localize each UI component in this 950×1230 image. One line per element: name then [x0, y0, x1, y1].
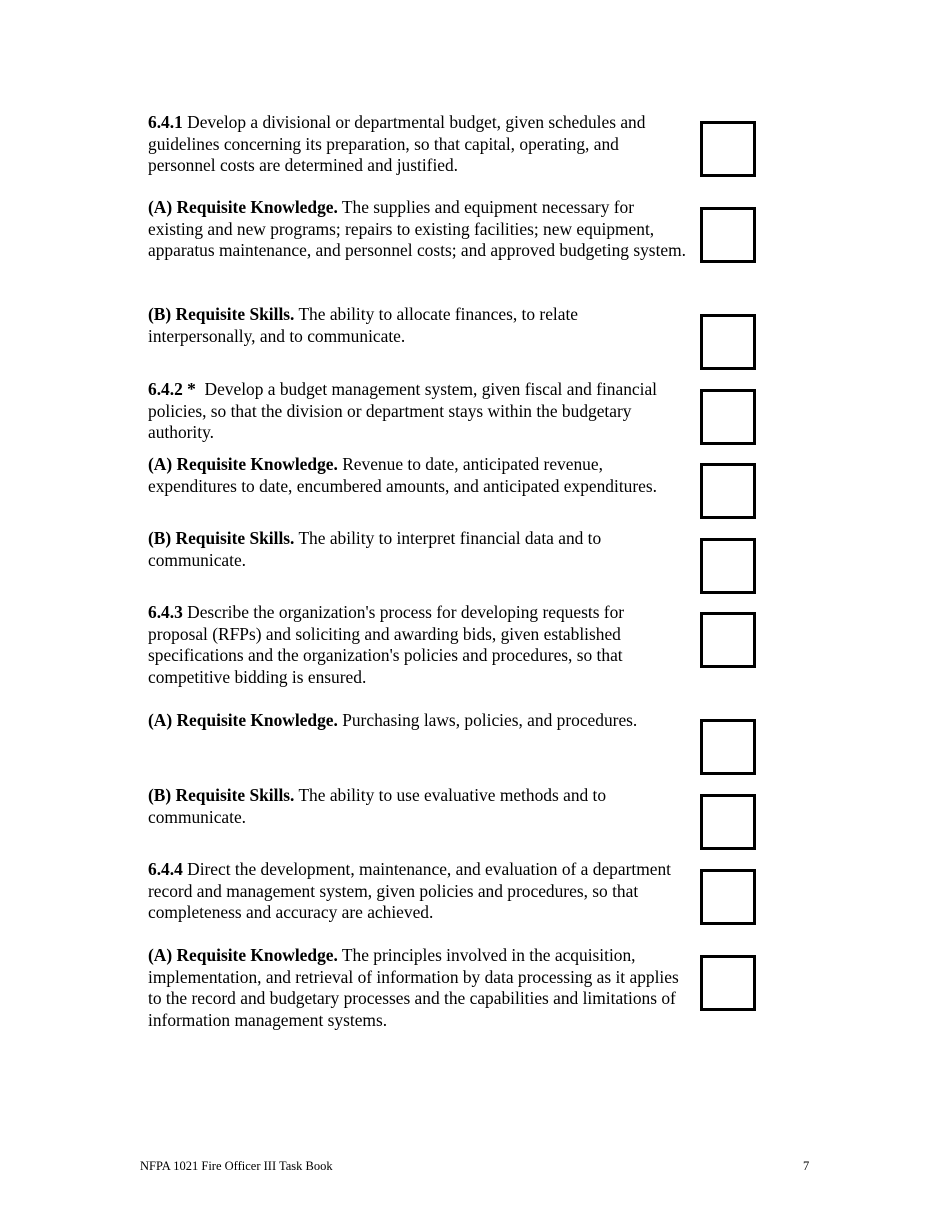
section-label: (B) Requisite Skills.: [148, 785, 295, 805]
task-text: Direct the development, maintenance, and evaluation of a department record and management system, given policies and procedures, so that completeness and accuracy are achieved.: [148, 859, 671, 922]
task-text: Describe the organization's process for developing requests for proposal (RFPs) and soliciting and awarding bids, given established specifications and the organization's policies and procedures, so that competitive bidding is ensured.: [148, 602, 625, 687]
task-text: Develop a divisional or departmental budget, given schedules and guidelines concerning its preparation, so that capital, operating, and personnel costs are determined and justified.: [148, 112, 646, 175]
section-text: Revenue to date, anticipated revenue, expenditures to date, encumbered amounts, and anticipated expenditures.: [148, 454, 657, 496]
checkbox-6-4-1-skills[interactable]: [700, 314, 756, 370]
checkbox-6-4-2-skills[interactable]: [700, 538, 756, 594]
task-6-4-1-knowledge: [148, 197, 688, 262]
checkbox-6-4-3-skills[interactable]: [700, 794, 756, 850]
task-6-4-2-skills: [148, 528, 688, 571]
section-label: (B) Requisite Skills.: [148, 304, 295, 324]
checkbox-6-4-3[interactable]: [700, 612, 756, 668]
section-label: (A) Requisite Knowledge.: [148, 945, 338, 965]
task-6-4-3-skills: [148, 785, 688, 828]
task-text: Develop a budget management system, given fiscal and financial policies, so that the division or department stays within the budgetary authority.: [148, 379, 662, 442]
section-label: (B) Requisite Skills.: [148, 528, 295, 548]
task-number: 6.4.2 *: [148, 379, 196, 399]
checkbox-6-4-3-knowledge[interactable]: [700, 719, 756, 775]
section-text: The ability to allocate finances, to relate interpersonally, and to communicate.: [148, 304, 579, 346]
section-label: (A) Requisite Knowledge.: [148, 197, 338, 217]
task-number: 6.4.1: [148, 112, 183, 132]
task-6-4-4: [148, 859, 688, 924]
section-text: The ability to interpret financial data and to communicate.: [148, 528, 602, 570]
checkbox-6-4-1[interactable]: [700, 121, 756, 177]
task-6-4-1-skills: [148, 304, 688, 347]
task-6-4-2: [148, 379, 688, 444]
footer-title: NFPA 1021 Fire Officer III Task Book: [140, 1159, 333, 1173]
task-6-4-1: [148, 112, 688, 177]
section-label: (A) Requisite Knowledge.: [148, 454, 338, 474]
checkbox-6-4-2[interactable]: [700, 389, 756, 445]
task-6-4-4-knowledge: [148, 945, 688, 1031]
task-number: 6.4.4: [148, 859, 183, 879]
section-text: The ability to use evaluative methods and to communicate.: [148, 785, 607, 827]
checkbox-6-4-4-knowledge[interactable]: [700, 955, 756, 1011]
checkbox-6-4-4[interactable]: [700, 869, 756, 925]
task-number: 6.4.3: [148, 602, 183, 622]
task-6-4-3-knowledge: [148, 710, 688, 732]
page-number: 7: [803, 1159, 810, 1173]
checkbox-6-4-2-knowledge[interactable]: [700, 463, 756, 519]
checkbox-6-4-1-knowledge[interactable]: [700, 207, 756, 263]
task-6-4-2-knowledge: [148, 454, 688, 497]
section-text: Purchasing laws, policies, and procedures.: [337, 710, 638, 730]
section-text: The principles involved in the acquisition, implementation, and retrieval of information by data processing as it applies to the record and budgetary processes and the capabilities and limitations of information management systems.: [148, 945, 679, 1030]
task-6-4-3: [148, 602, 688, 688]
section-text: The supplies and equipment necessary for existing and new programs; repairs to existing facilities; new equipment, apparatus maintenance, and personnel costs; and approved budgeting system.: [148, 197, 686, 260]
section-label: (A) Requisite Knowledge.: [148, 710, 338, 730]
